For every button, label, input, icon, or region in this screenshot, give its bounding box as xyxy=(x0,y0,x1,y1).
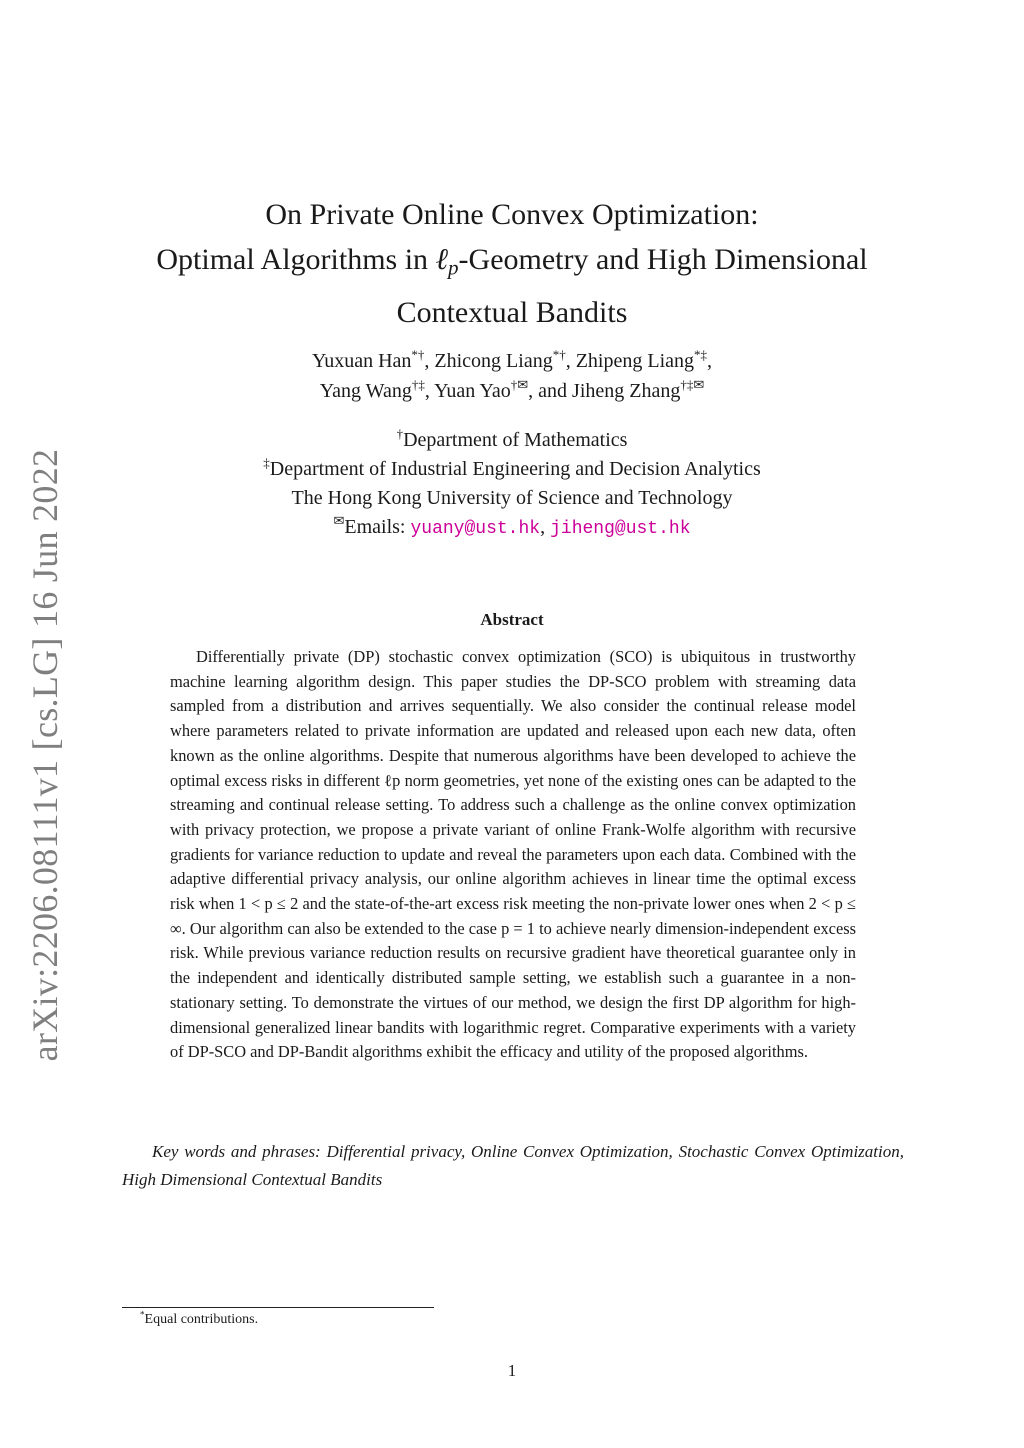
affiliation-ieda xyxy=(130,455,894,484)
title-line-2-pre: Optimal Algorithms in xyxy=(156,243,436,276)
abstract-heading: Abstract xyxy=(480,610,544,629)
affiliation-university: The Hong Kong University of Science and Technology xyxy=(291,487,733,509)
double-dagger-mark: ‡ xyxy=(263,455,270,471)
ell-symbol: ℓ xyxy=(435,243,449,276)
affiliation-math-text: Department of Mathematics xyxy=(403,429,628,451)
email-link-zhang[interactable]: jiheng@ust.hk xyxy=(550,519,691,539)
author-marks: *† xyxy=(552,347,566,363)
author-marks: *‡ xyxy=(694,347,708,363)
arxiv-stamp: arXiv:2206.08111v1 [cs.LG] 16 Jun 2022 xyxy=(25,448,65,1062)
title-line-1: On Private Online Convex Optimization: xyxy=(265,198,759,231)
footnote xyxy=(140,1309,259,1328)
footnote-rule xyxy=(122,1307,434,1308)
author-name: Yuxuan Han xyxy=(311,350,412,372)
title-line-2 xyxy=(130,237,894,290)
author-name: , Zhipeng Liang xyxy=(565,350,695,372)
affiliations xyxy=(130,426,894,544)
author-line-1 xyxy=(130,346,894,376)
author-name: Yang Wang xyxy=(319,380,412,402)
affiliation-ieda-text: Department of Industrial Engineering and Decision Analytics xyxy=(269,458,761,480)
email-separator: , xyxy=(540,516,551,538)
email-link-yao[interactable]: yuany@ust.hk xyxy=(410,519,541,539)
author-marks: *† xyxy=(411,347,425,363)
author-marks: †‡✉ xyxy=(680,377,705,393)
ell-subscript: p xyxy=(448,255,459,280)
author-name: , and Jiheng Zhang xyxy=(528,380,681,402)
author-list xyxy=(130,346,894,406)
author-separator: , xyxy=(707,350,713,372)
email-label: Emails: xyxy=(344,516,411,538)
page-number: 1 xyxy=(507,1361,517,1380)
author-name: , Zhicong Liang xyxy=(424,350,553,372)
abstract-text: Differentially private (DP) stochastic convex optimization (SCO) is ubiquitous in trustworthy machine learning algorithm design. This paper studies the DP-SCO problem with streaming data sampled from a distribution and arrives sequentially. We also consider the continual release model where parameters related to private information are updated and released upon each new data, often known as the online algorithms. Despite that numerous algorithms have been developed to achieve the optimal excess risks in different ℓp norm geometries, yet none of the existing ones can be adapted to the streaming and continual release setting. To address such a challenge as the online convex optimization with privacy protection, we propose a private variant of online Frank-Wolfe algorithm with recursive gradients for variance reduction to update and reveal the parameters upon each data. Combined with the adaptive differential privacy analysis, our online algorithm achieves in linear time the optimal excess risk when 1 < p ≤ 2 and the state-of-the-art excess risk meeting the non-private lower ones when 2 < p ≤ ∞. Our algorithm can also be extended to the case p = 1 to achieve nearly dimension-independent excess risk. While previous variance reduction results on recursive gradient have theoretical guarantee only in the independent and identically distributed sample setting, we establish such a guarantee in a non-stationary setting. To demonstrate the virtues of our method, we design the first DP algorithm for high-dimensional generalized linear bandits with logarithmic regret. Comparative experiments with a variety of DP-SCO and DP-Bandit algorithms exhibit the efficacy and utility of the proposed algorithms. xyxy=(170,647,856,1062)
author-name: , Yuan Yao xyxy=(424,380,511,402)
author-line-2 xyxy=(130,376,894,406)
author-marks: †‡ xyxy=(411,377,425,393)
envelope-icon: ✉ xyxy=(333,513,345,529)
footnote-mark: * xyxy=(140,1309,145,1320)
paper-title xyxy=(130,192,894,335)
affiliation-math xyxy=(130,426,894,455)
email-line xyxy=(130,513,894,544)
author-marks: †✉ xyxy=(510,377,529,393)
footnote-text: Equal contributions. xyxy=(144,1312,259,1327)
keywords: Key words and phrases: Differential privacy, Online Convex Optimization, Stochastic Convex Optimization, High Dimensional Contextual Bandits xyxy=(122,1142,904,1189)
title-line-2-post: -Geometry and High Dimensional xyxy=(458,243,868,276)
title-line-3: Contextual Bandits xyxy=(396,296,628,330)
dagger-mark: † xyxy=(396,426,404,442)
